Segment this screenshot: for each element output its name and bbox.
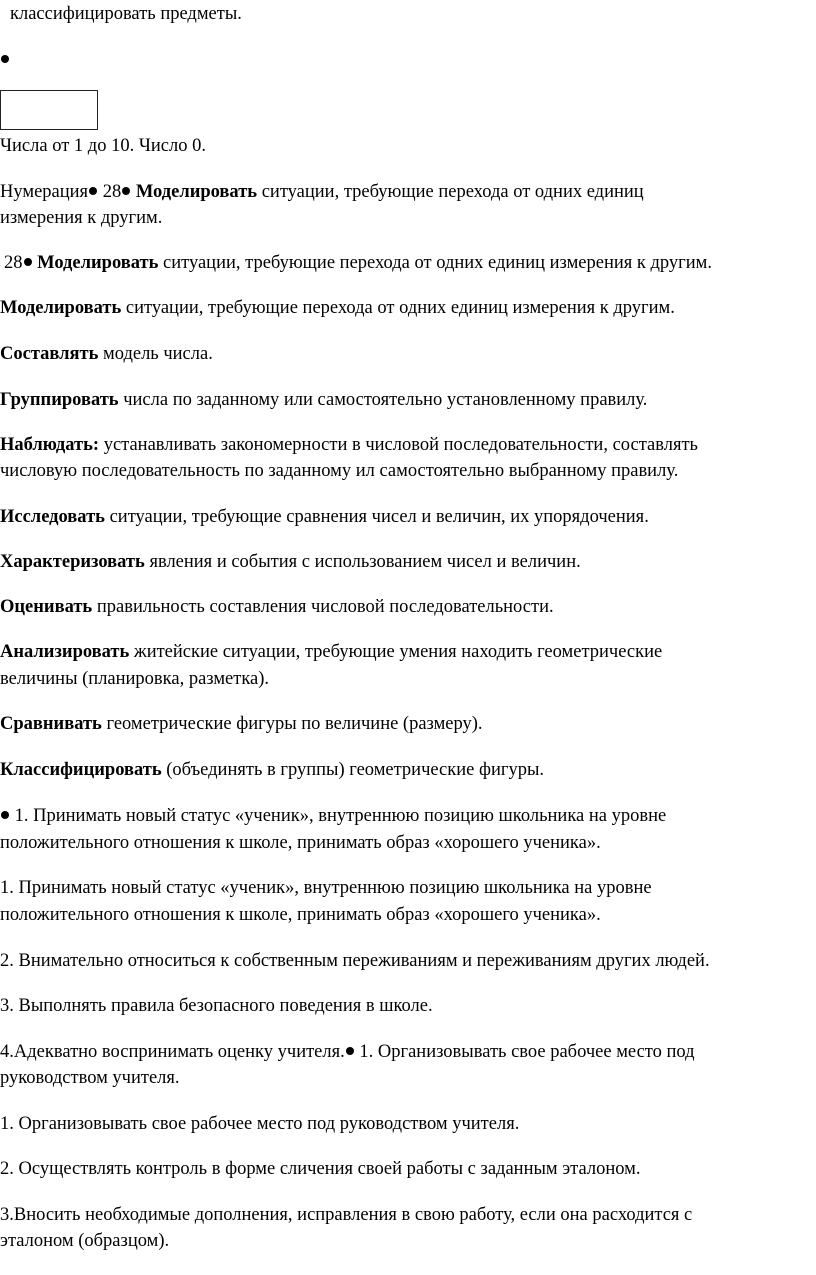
bold-verb: Моделировать	[131, 182, 258, 202]
text-span: ситуации, требующие сравнения чисел и величин, их упорядочения.	[104, 507, 649, 527]
text-span: 1. Организовывать свое рабочее место под	[354, 1042, 695, 1062]
bold-verb: Наблюдать:	[0, 435, 100, 455]
text-line: 1. Организовывать свое рабочее место под руководством учителя.	[0, 1114, 520, 1134]
text-line	[0, 390, 647, 410]
text-span: ситуации, требующие перехода от одних единиц измерения к другим.	[158, 253, 712, 273]
text-line: измерения к другим.	[0, 208, 163, 228]
text-line	[0, 1042, 695, 1062]
bold-verb: Оценивать	[0, 597, 93, 617]
text-line: эталоном (образцом).	[0, 1231, 170, 1251]
text-span: (объединять в группы) геометрические фигуры.	[161, 760, 545, 780]
text-line	[0, 298, 675, 318]
text-line	[0, 435, 698, 455]
bullet-icon	[1, 811, 9, 819]
text-span: модель числа.	[98, 344, 213, 364]
text-line: 1. Принимать новый статус «ученик», внутреннюю позицию школьника на уровне	[0, 878, 652, 898]
bold-verb: Исследовать	[0, 507, 105, 527]
bold-verb: Группировать	[0, 390, 119, 410]
text-line: 3. Выполнять правила безопасного поведения в школе.	[0, 996, 433, 1016]
text-line	[0, 597, 554, 617]
bullet-icon	[1, 55, 9, 63]
text-line: руководством учителя.	[0, 1068, 180, 1088]
bullet-icon	[24, 258, 32, 266]
text-line: классифицировать предметы.	[10, 4, 242, 24]
bold-verb: Составлять	[0, 344, 99, 364]
bold-verb: Анализировать	[0, 642, 130, 662]
bullet-icon	[122, 187, 130, 195]
text-line: числовую последовательность по заданному ил самостоятельно выбранному правилу.	[0, 461, 679, 481]
text-span: явления и события с использованием чисел и величин.	[144, 552, 581, 572]
text-line: положительного отношения к школе, принимать образ «хорошего ученика».	[0, 905, 601, 925]
text-line: 2. Осуществлять контроль в форме сличения своей работы с заданным эталоном.	[0, 1159, 641, 1179]
section-title: Числа от 1 до 10. Число 0.	[0, 136, 206, 156]
empty-box	[0, 90, 98, 130]
bold-verb: Классифицировать	[0, 760, 162, 780]
text-line	[0, 344, 213, 364]
text-span: числа по заданному или самостоятельно установленному правилу.	[118, 390, 648, 410]
text-line	[0, 507, 649, 527]
text-span: 4.Адекватно воспринимать оценку учителя.	[0, 1042, 345, 1062]
bold-verb: Моделировать	[32, 253, 159, 273]
text-line: величины (планировка, разметка).	[0, 669, 270, 689]
text-span: 1. Принимать новый статус «ученик», внутреннюю позицию школьника на уровне	[10, 806, 667, 826]
numbering-label: Нумерация	[0, 182, 89, 202]
bullet-icon	[346, 1047, 354, 1055]
text-line: 2. Внимательно относиться к собственным переживаниям и переживаниям других людей.	[0, 951, 710, 971]
text-line	[0, 182, 644, 202]
text-line	[0, 714, 483, 734]
bold-verb: Моделировать	[0, 298, 122, 318]
bullet-line	[0, 50, 10, 70]
text-line	[0, 760, 544, 780]
text-span: 28	[98, 182, 122, 202]
text-line	[4, 253, 712, 273]
text-span: устанавливать закономерности в числовой последовательности, составлять	[99, 435, 698, 455]
text-span: геометрические фигуры по величине (размеру).	[101, 714, 483, 734]
text-line: 3.Вносить необходимые дополнения, исправления в свою работу, если она расходится с	[0, 1205, 693, 1225]
text-line	[0, 642, 662, 662]
text-span: житейские ситуации, требующие умения находить геометрические	[129, 642, 663, 662]
text-span: правильность составления числовой последовательности.	[92, 597, 554, 617]
bold-verb: Сравнивать	[0, 714, 102, 734]
bold-verb: Характеризовать	[0, 552, 145, 572]
text-line	[0, 552, 581, 572]
text-line: положительного отношения к школе, принимать образ «хорошего ученика».	[0, 833, 601, 853]
text-span: 28	[4, 253, 23, 273]
bullet-icon	[89, 187, 97, 195]
text-span: ситуации, требующие перехода от одних единиц измерения к другим.	[121, 298, 675, 318]
text-span: ситуации, требующие перехода от одних единиц	[257, 182, 644, 202]
text-line	[0, 806, 666, 826]
